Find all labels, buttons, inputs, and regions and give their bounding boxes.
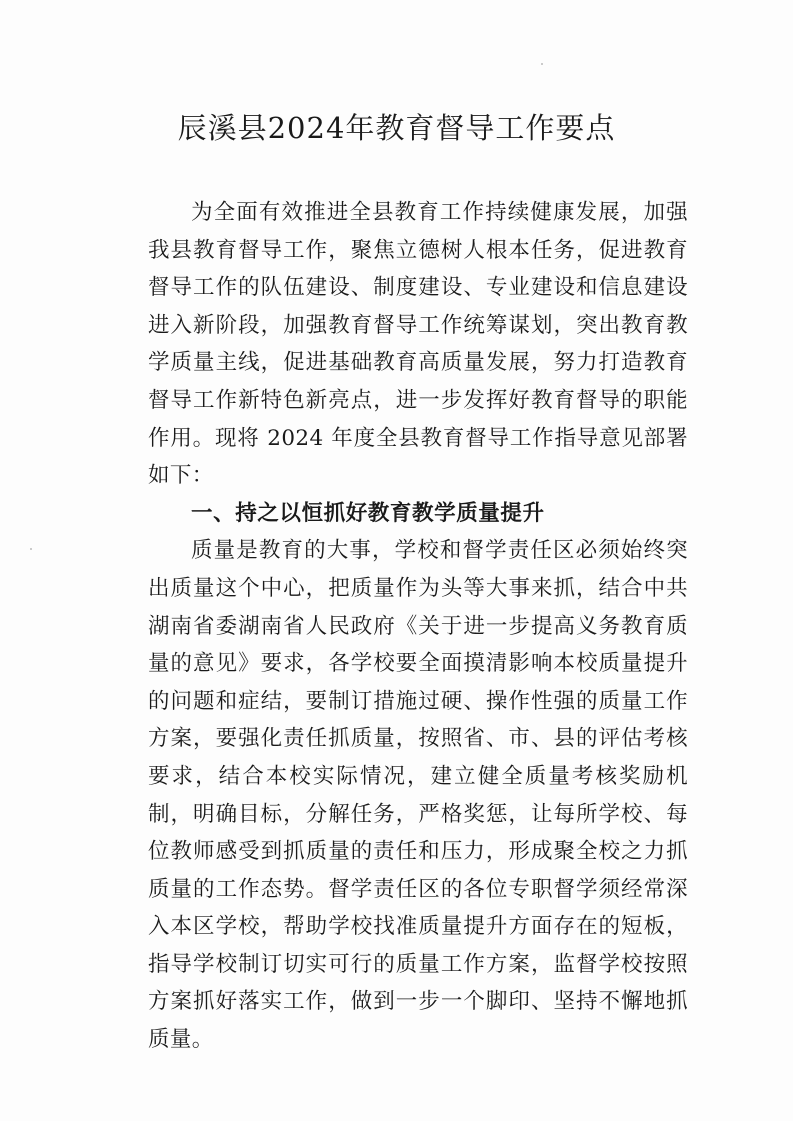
document-body [148, 194, 688, 1059]
scan-speck [30, 548, 32, 550]
intro-paragraph: 为全面有效推进全县教育工作持续健康发展，加强我县教育督导工作，聚焦立德树人根本任务，促进教育督导工作的队伍建设、制度建设、专业建设和信息建设进入新阶段，加强教育督导工作统筹谋划，突出教育教学质量主线，促进基础教育高质量发展，努力打造教育督导工作新特色新亮点，进一步发挥好教育督导的职能作用。现将 2024 年度全县教育督导工作指导意见部署如下： [148, 200, 688, 489]
section-1-heading: 一、持之以恒抓好教育教学质量提升 [191, 500, 545, 526]
document-title: 辰溪县2024年教育督导工作要点 [177, 111, 616, 145]
scan-speck [541, 63, 543, 65]
section-1-paragraph: 质量是教育的大事，学校和督学责任区必须始终突出质量这个中心，把质量作为头等大事来抓，结合中共湖南省委湖南省人民政府《关于进一步提高义务教育质量的意见》要求，各学校要全面摸清影响本校质量提升的问题和症结，要制订措施过硬、操作性强的质量工作方案，要强化责任抓质量，按照省、市、县的评估考核要求，结合本校实际情况，建立健全质量考核奖励机制，明确目标，分解任务，严格奖惩，让每所学校、每位教师感受到抓质量的责任和压力，形成聚全校之力抓质量的工作态势。督学责任区的各位专职督学须经常深入本区学校，帮助学校找准质量提升方面存在的短板，指导学校制订切实可行的质量工作方案，监督学校按照方案抓好落实工作，做到一步一个脚印、坚持不懈地抓质量。 [148, 538, 688, 1053]
